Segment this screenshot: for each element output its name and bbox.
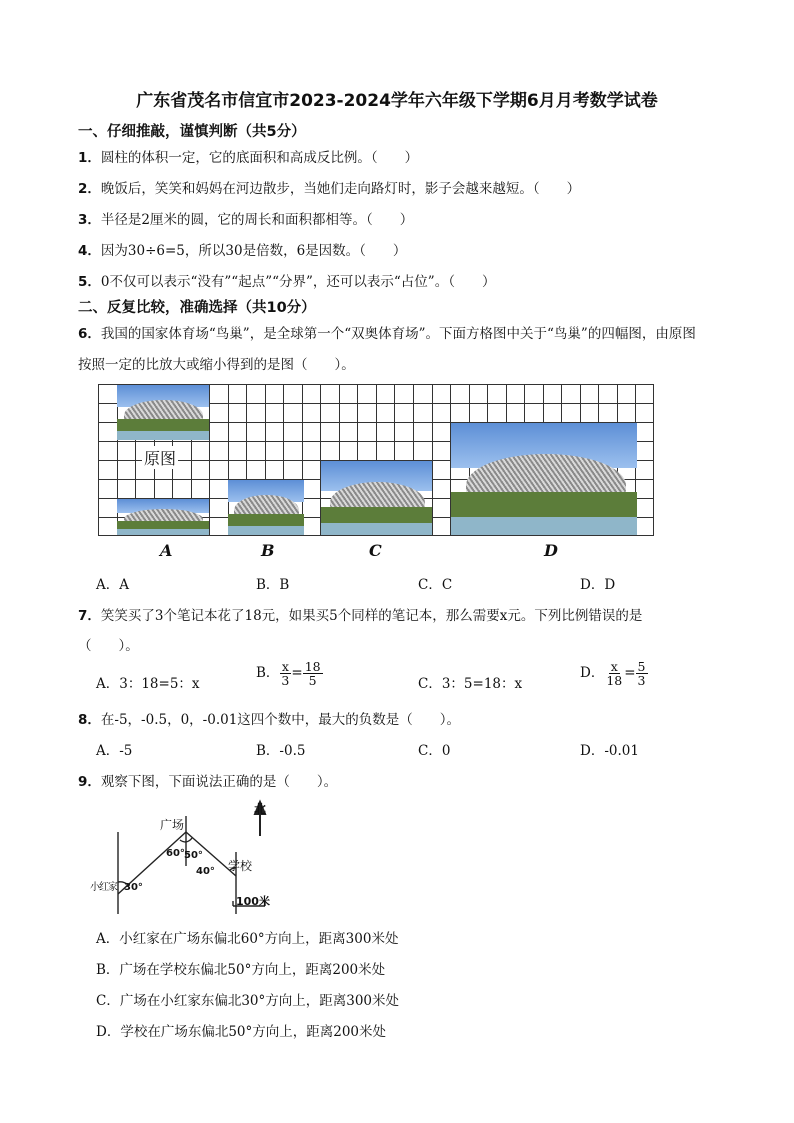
section-2-heading: 二、反复比较，准确选择（共10分） (78, 300, 316, 316)
question-number: 2． (78, 181, 101, 197)
q6-option-c[interactable]: C．C (418, 577, 453, 593)
q6-option-d[interactable]: D．D (580, 577, 616, 593)
question-9 (78, 770, 337, 790)
q7-option-d[interactable]: D． $\frac{x}{18}$ = $\frac{5}{3}$ (580, 659, 646, 688)
question-6-line2: 按照一定的比放大或缩小得到的是图（ ）。 (78, 357, 355, 373)
question-text: 观察下图，下面说法正确的是（ ）。 (100, 774, 338, 790)
question-number: 1． (78, 150, 101, 166)
question-number: 9． (78, 774, 101, 790)
option-d-photo (451, 423, 637, 535)
question-number: 7． (78, 608, 101, 624)
question-6 (78, 322, 696, 342)
q9-option-b[interactable]: B．广场在学校东偏北50°方向上，距离200米处 (96, 962, 386, 978)
north-label: 北 (254, 802, 267, 816)
question-4 (78, 239, 406, 259)
home-label: 小红家 (90, 882, 117, 893)
question-8 (78, 708, 460, 728)
q9-option-c[interactable]: C．广场在小红家东偏北30°方向上，距离300米处 (96, 993, 400, 1009)
question-number: 4． (78, 243, 101, 259)
question-3 (78, 208, 413, 228)
bird-nest-grid-figure (98, 384, 654, 536)
original-photo-top (117, 385, 209, 440)
q8-option-c[interactable]: C．0 (418, 743, 451, 759)
q8-option-d[interactable]: D．-0.01 (580, 743, 639, 759)
q6-option-b[interactable]: B．B (256, 577, 290, 593)
question-number: 6． (78, 326, 101, 342)
figure-label-a: A (160, 541, 173, 560)
q7-option-a[interactable]: A．3：18=5：x (96, 676, 200, 692)
scale-label: 100米 (236, 895, 270, 908)
question-2 (78, 177, 580, 197)
question-5 (78, 270, 495, 290)
question-text: 我国的国家体育场“鸟巢”，是全球第一个“双奥体育场”。下面方格图中关于“鸟巢”的四幅图，由原图 (100, 326, 696, 342)
angle-50: 50° (184, 850, 203, 861)
q7-option-b[interactable]: B． $\frac{x}{3}$ = $\frac{18}{5}$ (256, 659, 321, 688)
question-7-line2: （ ）。 (78, 638, 139, 654)
question-number: 8． (78, 712, 101, 728)
question-text: 圆柱的体积一定，它的底面积和高成反比例。（ ） (100, 150, 419, 166)
section-1-heading: 一、仔细推敲，谨慎判断（共5分） (78, 124, 306, 140)
fraction: $\frac{18}{5}$ (304, 659, 321, 688)
figure-label-c: C (369, 541, 382, 560)
q9-option-a[interactable]: A．小红家在广场东偏北60°方向上，距离300米处 (96, 931, 399, 947)
q8-option-b[interactable]: B．-0.5 (256, 743, 306, 759)
angle-30: 30° (124, 882, 143, 893)
option-a-photo (117, 499, 209, 535)
option-b-photo (228, 480, 304, 535)
figure-label-d: D (544, 541, 558, 560)
question-text: 晚饭后，笑笑和妈妈在河边散步，当她们走向路灯时，影子会越来越短。（ ） (100, 181, 581, 197)
fraction: $\frac{5}{3}$ (637, 659, 646, 688)
question-text: 笑笑买了3个笔记本花了18元，如果买5个同样的笔记本，那么需要x元。下列比例错误的是 (100, 608, 643, 624)
question-text: 0不仅可以表示“没有”“起点”“分界”，还可以表示“占位”。（ ） (100, 274, 496, 290)
q7-option-c[interactable]: C．3：5=18：x (418, 676, 523, 692)
angle-40: 40° (196, 866, 215, 877)
question-text: 半径是2厘米的圆，它的周长和面积都相等。（ ） (100, 212, 414, 228)
angle-60: 60° (166, 848, 185, 859)
question-text: 因为30÷6=5，所以30是倍数，6是因数。（ ） (100, 243, 407, 259)
original-figure-label: 原图 (142, 446, 178, 469)
option-c-photo (321, 461, 432, 535)
q6-option-a[interactable]: A．A (96, 577, 129, 593)
question-number: 3． (78, 212, 101, 228)
school-label: 学校 (228, 859, 253, 873)
q9-option-d[interactable]: D．学校在广场东偏北50°方向上，距离200米处 (96, 1024, 387, 1040)
figure-label-b: B (261, 541, 275, 560)
page-title: 广东省茂名市信宜市2023-2024学年六年级下学期6月月考数学试卷 (136, 91, 658, 111)
question-7 (78, 604, 642, 624)
fraction: $\frac{x}{3}$ (281, 659, 290, 688)
plaza-label: 广场 (160, 818, 185, 832)
question-text: 在-5，-0.5，0，-0.01这四个数中，最大的负数是（ ）。 (100, 712, 461, 728)
question-1 (78, 146, 418, 166)
fraction: $\frac{x}{18}$ (606, 659, 623, 688)
question-number: 5． (78, 274, 101, 290)
q8-option-a[interactable]: A．-5 (96, 743, 133, 759)
